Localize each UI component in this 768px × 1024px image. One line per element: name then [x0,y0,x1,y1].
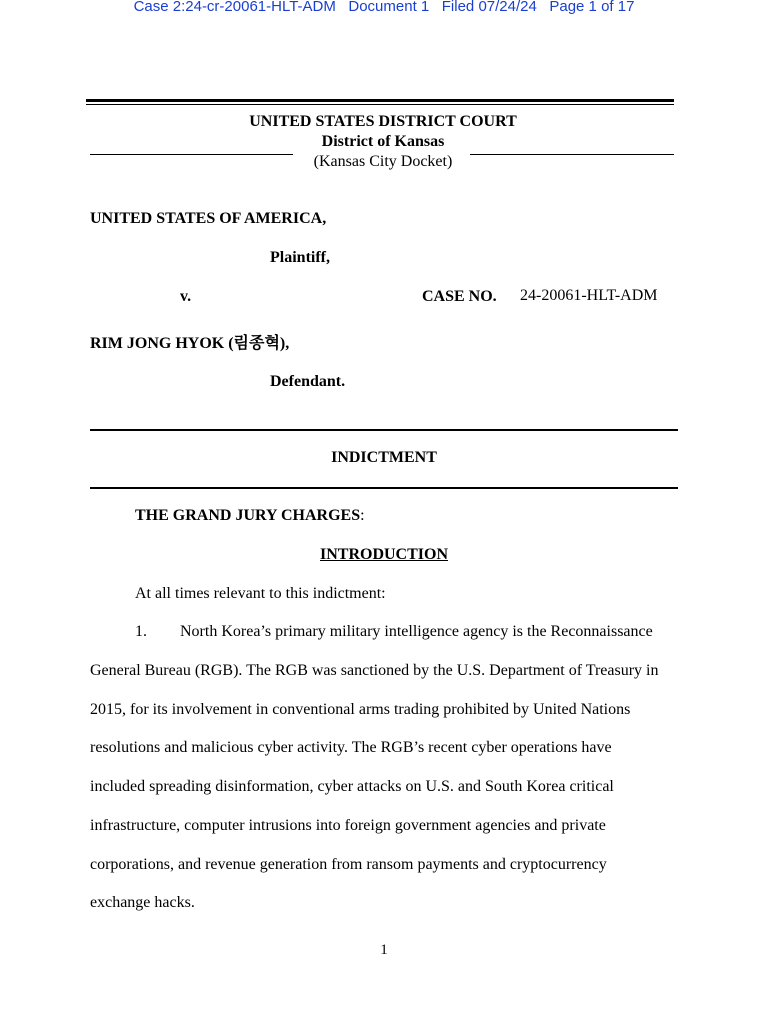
court-name: UNITED STATES DISTRICT COURT [249,113,517,130]
filed-date-stamp: Filed 07/24/24 [441,0,537,15]
plaintiff-role: Plaintiff, [270,249,330,266]
page-number: 1 [380,942,388,958]
section-heading [0,546,768,564]
grand-jury-charges-colon: : [360,507,365,524]
page-count-stamp: Page 1 of 17 [549,0,635,15]
court-district: District of Kansas [321,133,445,150]
grand-jury-charges-label: THE GRAND JURY CHARGES [135,507,361,524]
paragraph-1-line: North Korea’s primary military intelligence agency is the Reconnaissance [180,623,653,640]
top-rule-thick [86,99,674,102]
paragraph-1-line: resolutions and malicious cyber activity. The RGB’s recent cyber operations have [90,739,612,756]
defendant-name: RIM JONG HYOK (림종혁), [90,335,290,352]
court-docket: (Kansas City Docket) [313,153,453,170]
paragraph-1-number: 1. [135,623,147,640]
paragraph-1-line: General Bureau (RGB). The RGB was sanctioned by the U.S. Department of Treasury in [90,662,659,679]
section-heading-text: INTRODUCTION [319,546,448,563]
versus: v. [180,288,192,305]
document-number-stamp: Document 1 [348,0,430,15]
case-no-label: CASE NO. [422,288,497,305]
paragraph-1-line: exchange hacks. [90,894,195,911]
case-no-value: 24-20061-HLT-ADM [520,287,658,304]
filing-header-stamp [0,0,768,15]
title-rule-bottom [90,487,678,489]
court-rule-left [90,154,293,155]
title-rule-top [90,429,678,431]
court-rule-right [470,154,674,155]
document-title: INDICTMENT [331,449,437,466]
paragraph-1-line: included spreading disinformation, cyber attacks on U.S. and South Korea critical [90,778,614,795]
defendant-role: Defendant. [270,373,346,390]
top-rule-thin [86,104,674,105]
court-block [200,112,566,172]
grand-jury-charges [135,507,365,525]
paragraph-1-line: 2015, for its involvement in conventional arms trading prohibited by United Nations [90,701,631,718]
paragraph-1-line: corporations, and revenue generation from ransom payments and cryptocurrency [90,856,607,873]
preamble: At all times relevant to this indictment: [135,585,386,602]
case-number-stamp: Case 2:24-cr-20061-HLT-ADM [133,0,336,15]
paragraph-1-line: infrastructure, computer intrusions into foreign government agencies and private [90,817,606,834]
plaintiff-name: UNITED STATES OF AMERICA, [90,210,327,227]
